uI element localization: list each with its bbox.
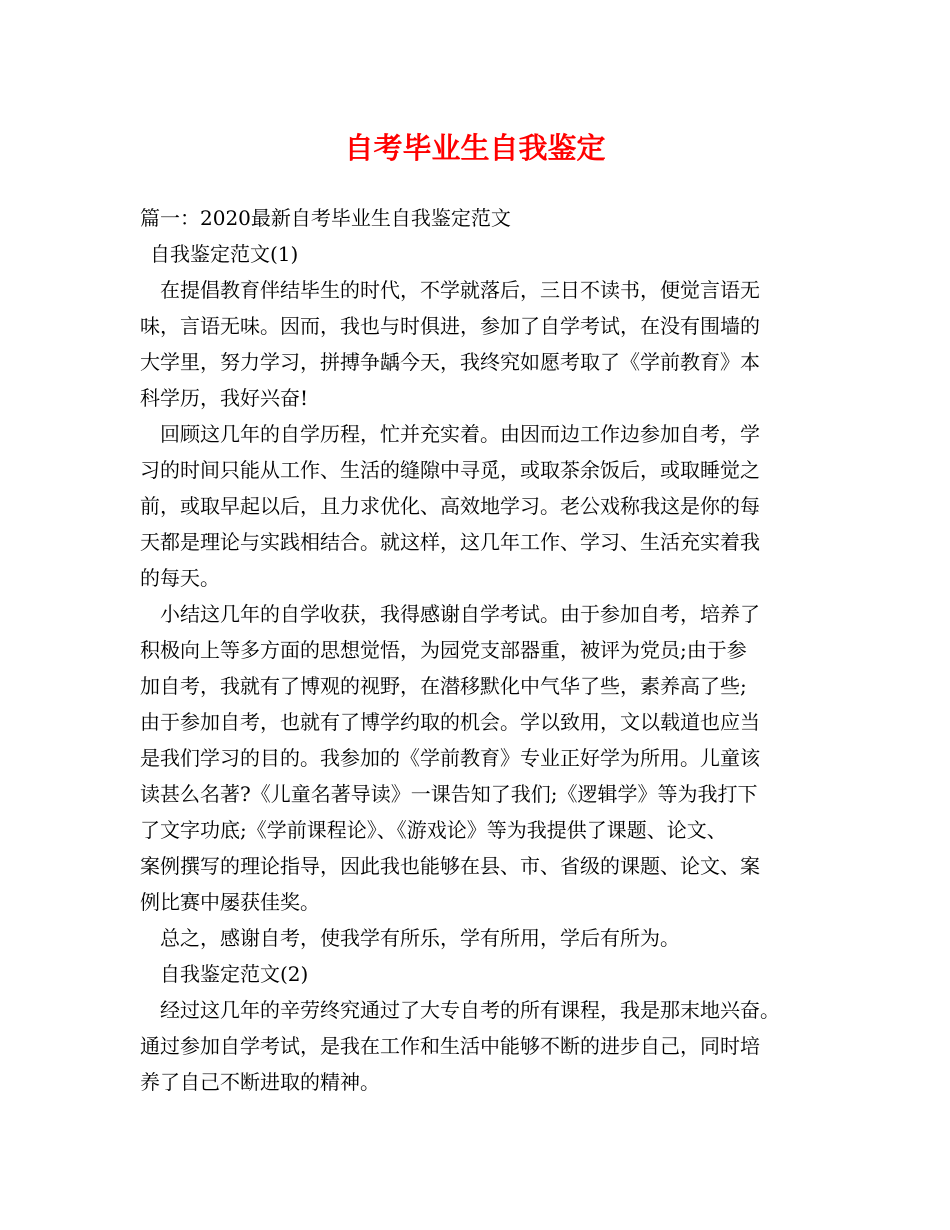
paragraph-line: 科学历，我好兴奋! [140, 386, 309, 410]
paragraph-line: 案例撰写的理论指导，因此我也能够在县、市、省级的课题、论文、案 [140, 854, 760, 878]
paragraph-line: 是我们学习的目的。我参加的《学前教育》专业正好学为所用。儿童该 [140, 746, 760, 770]
paragraph-line: 加自考，我就有了博观的视野，在潜移默化中气华了些，素养高了些; [140, 674, 747, 698]
document-body [140, 200, 820, 1100]
document-title: 自考毕业生自我鉴定 [344, 131, 606, 165]
paragraph-line: 回顾这几年的自学历程，忙并充实着。由因而边工作边参加自考，学 [160, 422, 760, 446]
paragraph-line: 味，言语无味。因而，我也与时俱进，参加了自学考试，在没有围墙的 [140, 314, 760, 338]
paragraph-line: 了文字功底;《学前课程论》、《游戏论》等为我提供了课题、论文、 [140, 818, 727, 842]
paragraph-line: 天都是理论与实践相结合。就这样，这几年工作、学习、生活充实着我 [140, 530, 760, 554]
paragraph-line: 例比赛中屡获佳奖。 [140, 890, 320, 914]
paragraph-line: 积极向上等多方面的思想觉悟，为园党支部器重，被评为党员;由于参 [140, 638, 747, 662]
paragraph-line: 养了自己不断进取的精神。 [140, 1070, 380, 1094]
paragraph-line: 习的时间只能从工作、生活的缝隙中寻觅，或取茶余饭后，或取睡觉之 [140, 458, 760, 482]
paragraph-line: 由于参加自考，也就有了博学约取的机会。学以致用，文以载道也应当 [140, 710, 760, 734]
paragraph-line: 读甚么名著?《儿童名著导读》一课告知了我们;《逻辑学》等为我打下 [140, 782, 758, 806]
paragraph-line: 大学里，努力学习，拼搏争龋今天，我终究如愿考取了《学前教育》本 [140, 350, 760, 374]
paragraph-line: 总之，感谢自考，使我学有所乐，学有所用，学后有所为。 [160, 926, 680, 950]
paragraph-line: 的每天。 [140, 566, 220, 590]
paragraph-line: 经过这几年的辛劳终究通过了大专自考的所有课程，我是那末地兴奋。 [160, 998, 780, 1022]
paragraph-line: 前，或取早起以后，且力求优化、高效地学习。老公戏称我这是你的每 [140, 494, 760, 518]
subsection-heading: 自我鉴定范文(1) [150, 242, 299, 266]
paragraph-line: 小结这几年的自学收获，我得感谢自学考试。由于参加自考，培养了 [160, 602, 760, 626]
section-heading: 篇一：2020最新自考毕业生自我鉴定范文 [140, 206, 511, 230]
paragraph-line: 通过参加自学考试，是我在工作和生活中能够不断的进步自己，同时培 [140, 1034, 760, 1058]
subsection-heading: 自我鉴定范文(2) [160, 962, 309, 986]
paragraph-line: 在提倡教育伴结毕生的时代，不学就落后，三日不读书，便觉言语无 [160, 278, 760, 302]
